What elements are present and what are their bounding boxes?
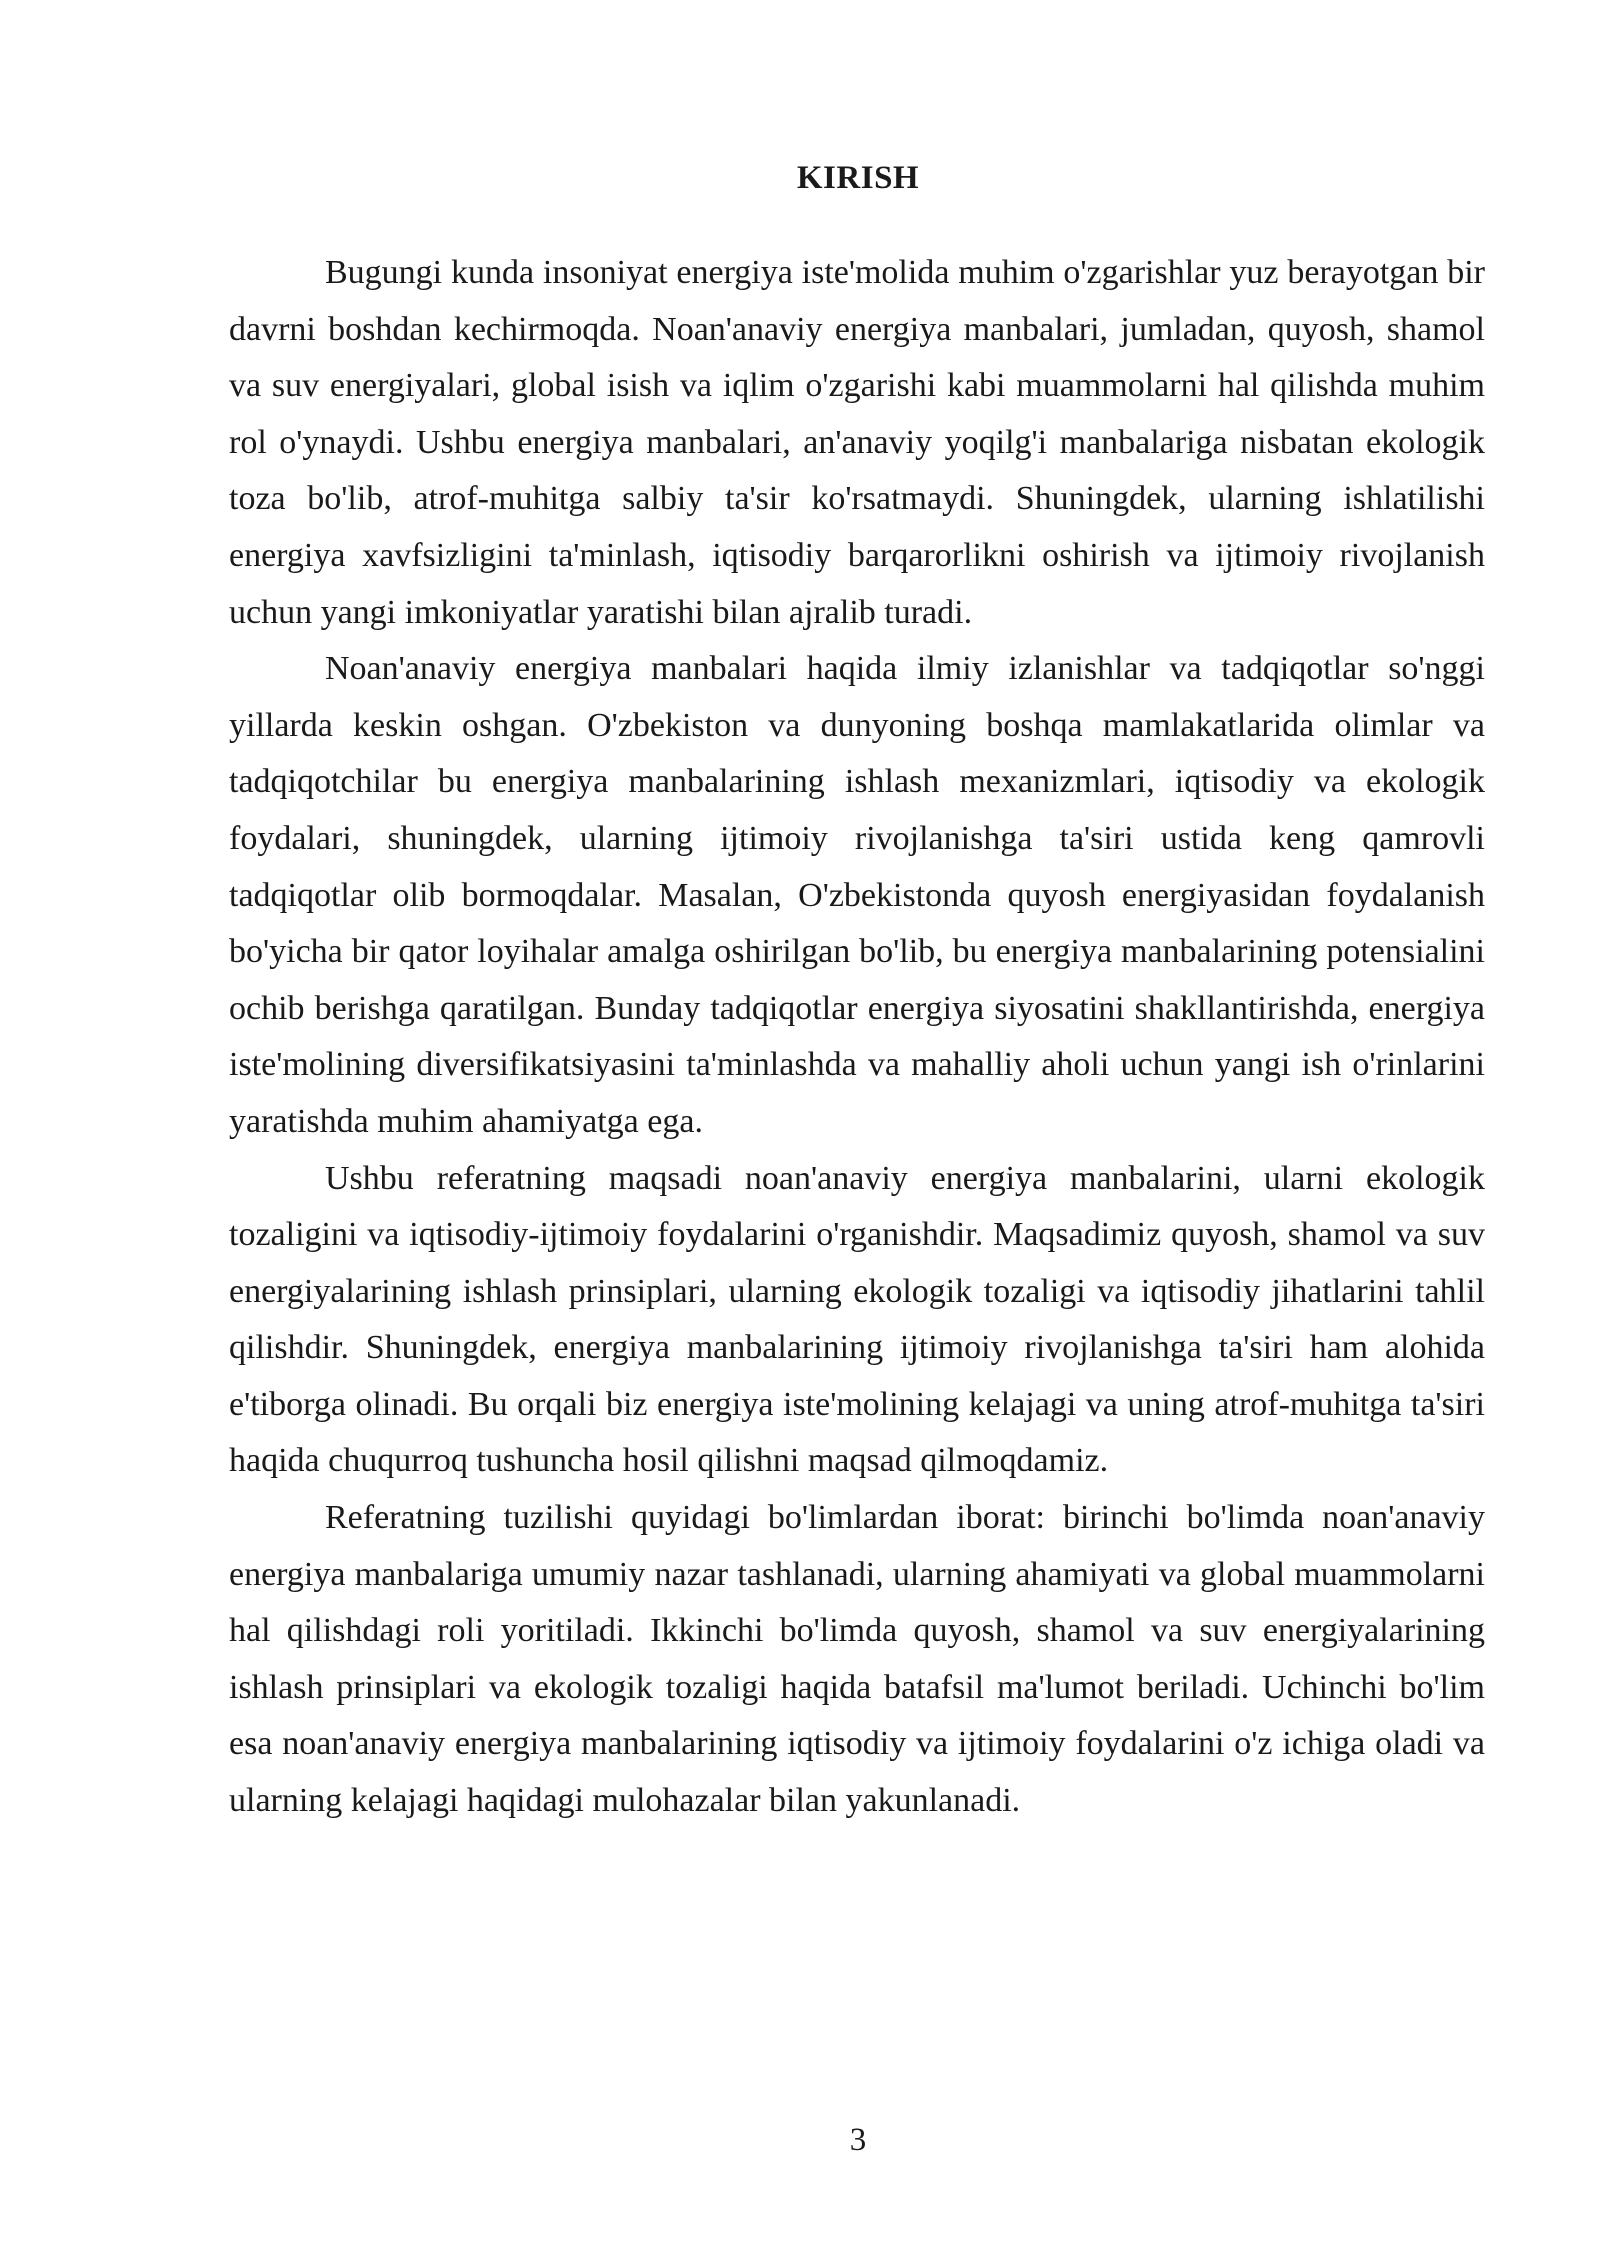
paragraph-1: Bugungi kunda insoniyat energiya iste'molida muhim o'zgarishlar yuz berayotgan bir davrni boshdan kechirmoqda. Noan'anaviy energiya manbalari, jumladan, quyosh, shamol va suv energiyalari, global isish va iqlim o'zgarishi kabi muammolarni hal qilishda muhim rol o'ynaydi. Ushbu energiya manbalari, an'anaviy yoqilg'i manbalariga nisbatan ekologik toza bo'lib, atrof-muhitga salbiy ta'sir ko'rsatmaydi. Shuningdek, ularning ishlatilishi energiya xavfsizligini ta'minlash, iqtisodiy barqarorlikni oshirish va ijtimoiy rivojlanish uchun yangi imkoniyatlar yaratishi bilan ajralib turadi. [229, 254, 1485, 631]
page-number: 3 [849, 2122, 867, 2158]
paragraph-3: Ushbu referatning maqsadi noan'anaviy energiya manbalarini, ularni ekologik tozaligini va iqtisodiy-ijtimoiy foydalarini o'rganishdir. Maqsadimiz quyosh, shamol va suv energiyalarining ishlash prinsiplari, ularning ekologik tozaligi va iqtisodiy jihatlarini tahlil qilishdir. Shuningdek, energiya manbalarining ijtimoiy rivojlanishga ta'siri ham alohida e'tiborga olinadi. Bu orqali biz energiya iste'molining kelajagi va uning atrof-muhitga ta'siri haqida chuqurroq tushuncha hosil qilishni maqsad qilmoqdamiz. [229, 1159, 1485, 1480]
paragraph-2: Noan'anaviy energiya manbalari haqida ilmiy izlanishlar va tadqiqotlar so'nggi yillarda keskin oshgan. O'zbekiston va dunyoning boshqa mamlakatlarida olimlar va tadqiqotchilar bu energiya manbalarining ishlash mexanizmlari, iqtisodiy va ekologik foydalari, shuningdek, ularning ijtimoiy rivojlanishga ta'siri ustida keng qamrovli tadqiqotlar olib bormoqdalar. Masalan, O'zbekistonda quyosh energiyasidan foydalanish bo'yicha bir qator loyihalar amalga oshirilgan bo'lib, bu energiya manbalarining potensialini ochib berishga qaratilgan. Bunday tadqiqotlar energiya siyosatini shakllantirishda, energiya iste'molining diversifikatsiyasini ta'minlashda va mahalliy aholi uchun yangi ish o'rinlarini yaratishda muhim ahamiyatga ega. [229, 650, 1485, 1140]
document-body [229, 245, 1485, 1830]
page-title: KIRISH [796, 160, 920, 196]
paragraph-4: Referatning tuzilishi quyidagi bo'limlardan iborat: birinchi bo'limda noan'anaviy energiya manbalariga umumiy nazar tashlanadi, ularning ahamiyati va global muammolarni hal qilishdagi roli yoritiladi. Ikkinchi bo'limda quyosh, shamol va suv energiyalarining ishlash prinsiplari va ekologik tozaligi haqida batafsil ma'lumot beriladi. Uchinchi bo'lim esa noan'anaviy energiya manbalarining iqtisodiy va ijtimoiy foydalarini o'z ichiga oladi va ularning kelajagi haqidagi mulohazalar bilan yakunlanadi. [229, 1499, 1485, 1820]
